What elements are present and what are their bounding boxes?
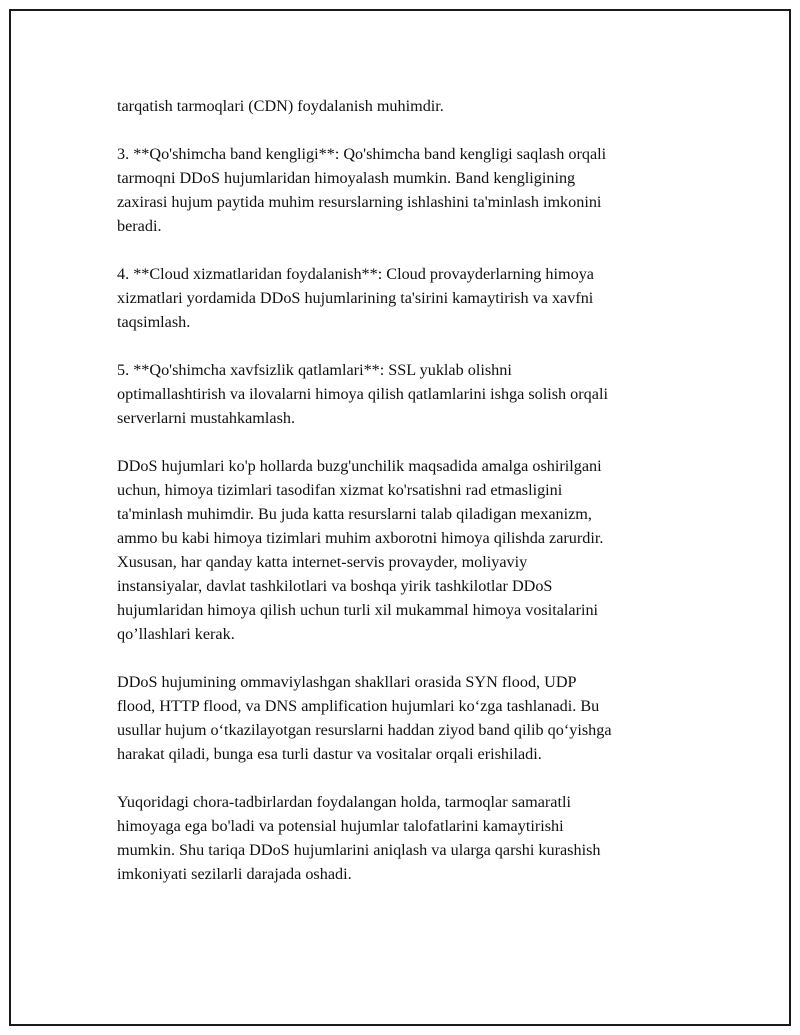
- paragraph: [117, 790, 697, 886]
- text-line: serverlarni mustahkamlash.: [117, 409, 296, 427]
- text-line: mumkin. Shu tariqa DDoS hujumlarini aniqlash va ularga qarshi kurashish: [117, 841, 601, 859]
- paragraph: [117, 670, 697, 766]
- text-line: 4. **Cloud xizmatlaridan foydalanish**: Cloud provayderlarning himoya: [117, 265, 594, 283]
- text-line: DDoS hujumlari ko'p hollarda buzg'unchilik maqsadida amalga oshirilgani: [117, 457, 602, 475]
- text-line: 3. **Qo'shimcha band kengligi**: Qo'shimcha band kengligi saqlash orqali: [117, 145, 607, 163]
- text-line: qo’llashlari kerak.: [117, 625, 235, 643]
- text-line: usullar hujum o‘tkazilayotgan resurslarni haddan ziyod band qilib qo‘yishga: [117, 721, 612, 739]
- text-line: harakat qiladi, bunga esa turli dastur va vositalar orqali erishiladi.: [117, 745, 542, 763]
- text-line: optimallashtirish va ilovalarni himoya qilish qatlamlarini ishga solish orqali: [117, 385, 608, 403]
- text-line: flood, HTTP flood, va DNS amplification hujumlari ko‘zga tashlanadi. Bu: [117, 697, 600, 715]
- text-line: ta'minlash muhimdir. Bu juda katta resurslarni talab qiladigan mexanizm,: [117, 505, 592, 523]
- text-line: zaxirasi hujum paytida muhim resurslarning ishlashini ta'minlash imkonini: [117, 193, 602, 211]
- document-body: [117, 94, 697, 910]
- paragraph: [117, 262, 697, 334]
- paragraph: [117, 454, 697, 646]
- text-line: Xususan, har qanday katta internet-servis provayder, moliyaviy: [117, 553, 528, 571]
- text-line: ammo bu kabi himoya tizimlari muhim axborotni himoya qilishda zarurdir.: [117, 529, 604, 547]
- text-line: Yuqoridagi chora-tadbirlardan foydalangan holda, tarmoqlar samaratli: [117, 793, 571, 811]
- text-line: tarqatish tarmoqlari (CDN) foydalanish muhimdir.: [117, 97, 444, 115]
- text-line: uchun, himoya tizimlari tasodifan xizmat ko'rsatishni rad etmasligini: [117, 481, 563, 499]
- text-line: taqsimlash.: [117, 313, 191, 331]
- text-line: xizmatlari yordamida DDoS hujumlarining ta'sirini kamaytirish va xavfni: [117, 289, 594, 307]
- paragraph: [117, 142, 697, 238]
- text-line: imkoniyati sezilarli darajada oshadi.: [117, 865, 352, 883]
- text-line: himoyaga ega bo'ladi va potensial hujumlar talofatlarini kamaytirishi: [117, 817, 564, 835]
- paragraph: [117, 358, 697, 430]
- text-line: tarmoqni DDoS hujumlaridan himoyalash mumkin. Band kengligining: [117, 169, 576, 187]
- text-line: 5. **Qo'shimcha xavfsizlik qatlamlari**: SSL yuklab olishni: [117, 361, 512, 379]
- text-line: instansiyalar, davlat tashkilotlari va boshqa yirik tashkilotlar DDoS: [117, 577, 553, 595]
- text-line: hujumlaridan himoya qilish uchun turli xil mukammal himoya vositalarini: [117, 601, 599, 619]
- text-line: DDoS hujumining ommaviylashgan shakllari orasida SYN flood, UDP: [117, 673, 577, 691]
- paragraph: [117, 94, 697, 118]
- text-line: beradi.: [117, 217, 162, 235]
